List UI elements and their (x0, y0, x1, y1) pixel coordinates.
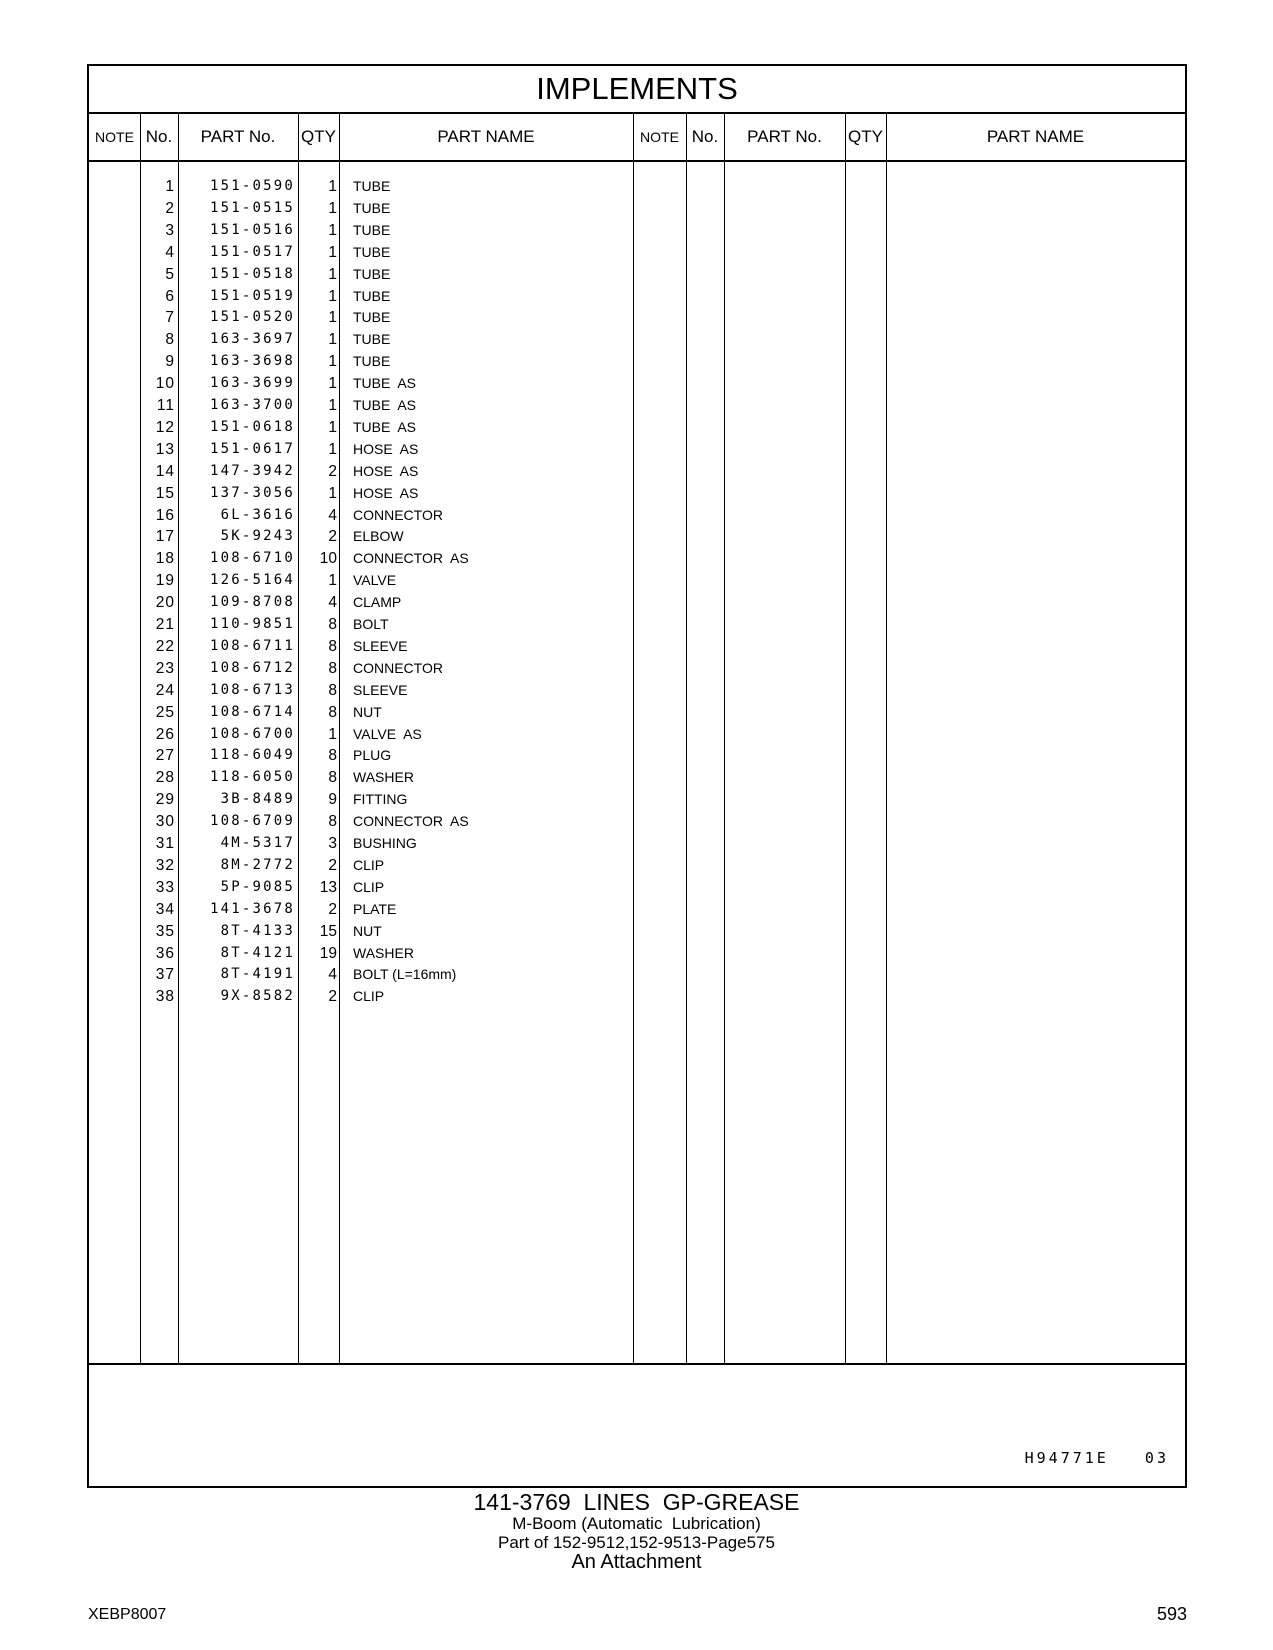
part-name: WASHER (353, 944, 414, 961)
quantity: 13 (319, 878, 337, 896)
part-name: NUT (353, 703, 382, 720)
quantity: 1 (328, 725, 337, 743)
col-header-no-right: No. (691, 127, 719, 146)
part-number: 6L-3616 (220, 506, 295, 523)
quantity: 1 (328, 199, 337, 217)
table-row (89, 263, 1185, 286)
page-number: 593 (1156, 1604, 1187, 1624)
part-name: TUBE (353, 265, 391, 282)
table-row (89, 350, 1185, 373)
part-name: HOSE AS (353, 484, 419, 501)
table-row (89, 328, 1185, 351)
quantity: 8 (328, 813, 337, 831)
part-number: 8T-4191 (220, 966, 295, 983)
table-row (89, 613, 1185, 636)
part-name: FITTING (353, 791, 408, 808)
part-number: 108-6700 (209, 725, 295, 742)
quantity: 1 (328, 265, 337, 283)
table-row (89, 547, 1185, 570)
table-bottom-rule (89, 1363, 1185, 1365)
part-number: 8T-4133 (220, 922, 295, 939)
part-name: TUBE (353, 221, 391, 238)
item-number: 14 (155, 462, 175, 480)
part-number: 126-5164 (209, 572, 295, 589)
table-row (89, 285, 1185, 308)
item-number: 13 (155, 440, 175, 458)
col-header-partname-right: PART NAME (986, 127, 1085, 146)
item-number: 27 (155, 747, 175, 765)
col-header-no-left: No. (145, 127, 173, 146)
col-header-partno-left: PART No. (200, 127, 276, 146)
item-number: 32 (155, 856, 175, 874)
table-row (89, 372, 1185, 395)
part-number: 151-0518 (209, 265, 295, 282)
part-name: SLEEVE (353, 681, 408, 698)
table-row (89, 723, 1185, 746)
item-number: 18 (155, 550, 175, 568)
table-row (89, 701, 1185, 724)
quantity: 1 (328, 221, 337, 239)
part-name: CLIP (353, 988, 385, 1005)
item-number: 10 (155, 375, 175, 393)
quantity: 1 (328, 287, 337, 305)
col-header-qty-left: QTY (301, 127, 336, 146)
item-number: 7 (165, 309, 175, 327)
part-name: BOLT (353, 616, 389, 632)
quantity: 2 (328, 988, 337, 1006)
table-row (89, 876, 1185, 899)
quantity: 2 (328, 528, 337, 546)
item-number: 38 (155, 988, 175, 1006)
part-number: 5K-9243 (220, 528, 295, 545)
quantity: 1 (328, 397, 337, 414)
part-name: TUBE (353, 309, 391, 326)
item-number: 24 (155, 681, 175, 699)
part-name: WASHER (353, 769, 414, 786)
part-name: CONNECTOR AS (353, 550, 469, 567)
part-number: 151-0515 (209, 199, 295, 216)
quantity: 1 (328, 178, 337, 195)
item-number: 29 (155, 791, 175, 809)
table-row (89, 482, 1185, 505)
part-number: 8T-4121 (220, 944, 295, 961)
part-number: 151-0516 (209, 221, 295, 238)
item-number: 31 (155, 835, 175, 852)
quantity: 2 (328, 462, 337, 480)
item-number: 8 (165, 331, 175, 349)
quantity: 1 (328, 375, 337, 393)
item-number: 16 (155, 506, 175, 524)
table-header-row (89, 114, 1185, 162)
part-name: HOSE AS (353, 462, 419, 479)
part-number: 3B-8489 (220, 791, 295, 808)
part-number: 118-6049 (209, 747, 295, 764)
table-row (89, 657, 1185, 680)
item-number: 22 (155, 637, 175, 655)
item-number: 9 (165, 353, 175, 371)
part-number: 108-6714 (209, 703, 295, 720)
table-row (89, 744, 1185, 767)
quantity: 8 (328, 747, 337, 765)
item-number: 35 (155, 922, 175, 940)
item-number: 17 (155, 528, 175, 546)
part-number: 151-0590 (209, 178, 295, 194)
item-number: 2 (165, 199, 175, 217)
item-number: 34 (155, 900, 175, 918)
table-title: IMPLEMENTS (89, 66, 1185, 114)
part-name: PLATE (353, 900, 397, 917)
item-number: 19 (155, 572, 175, 590)
part-name: SLEEVE (353, 637, 408, 654)
part-number: 151-0517 (209, 243, 295, 260)
item-number: 33 (155, 878, 175, 896)
part-number: 118-6050 (209, 769, 295, 786)
part-name: TUBE (353, 199, 391, 216)
part-name: TUBE AS (353, 397, 417, 413)
part-number: 109-8708 (209, 594, 295, 611)
table-row (89, 832, 1185, 855)
item-number: 37 (155, 966, 175, 984)
part-name: BOLT (L=16mm) (353, 966, 457, 983)
part-name: CLIP (353, 856, 385, 873)
item-number: 3 (165, 221, 175, 239)
part-number: 147-3942 (209, 462, 295, 479)
table-row (89, 525, 1185, 548)
table-row (89, 394, 1185, 417)
item-number: 26 (155, 725, 175, 743)
col-header-partname-left: PART NAME (437, 127, 535, 146)
document-id: XEBP8007 (88, 1606, 167, 1623)
table-row (89, 438, 1185, 461)
part-name: CONNECTOR AS (353, 813, 469, 830)
table-row (89, 460, 1185, 483)
illustration-subtitle: M-Boom (Automatic Lubrication) (512, 1514, 761, 1533)
part-name: HOSE AS (353, 440, 419, 457)
col-header-partno-right: PART No. (747, 127, 822, 146)
table-row (89, 920, 1185, 943)
col-header-note-right: NOTE (640, 129, 679, 145)
item-number: 4 (165, 243, 175, 261)
table-row (89, 810, 1185, 833)
part-number: 108-6711 (209, 637, 295, 654)
quantity: 2 (328, 856, 337, 874)
part-name: CONNECTOR (353, 659, 443, 676)
quantity: 1 (328, 309, 337, 327)
quantity: 1 (328, 440, 337, 458)
part-name: ELBOW (353, 528, 404, 545)
illustration-reference: Part of 152-9512,152-9513-Page575 (498, 1533, 775, 1552)
table-row (89, 788, 1185, 811)
table-row (89, 197, 1185, 220)
quantity: 4 (328, 594, 337, 612)
table-row (89, 504, 1185, 527)
table-row (89, 679, 1185, 702)
part-number: 163-3699 (209, 375, 295, 392)
part-name: CONNECTOR (353, 506, 443, 523)
part-name: PLUG (353, 747, 392, 764)
table-row (89, 416, 1185, 439)
part-name: CLAMP (353, 594, 402, 611)
part-number: 163-3697 (209, 331, 295, 348)
part-number: 151-0618 (209, 418, 295, 435)
table-row (89, 175, 1185, 198)
part-number: 151-0520 (209, 309, 295, 326)
item-number: 25 (155, 703, 175, 721)
item-number: 20 (155, 594, 175, 612)
item-number: 15 (155, 484, 175, 502)
table-row (89, 898, 1185, 921)
quantity: 3 (328, 835, 337, 852)
parts-table (87, 64, 1187, 1488)
part-number: 141-3678 (209, 900, 295, 917)
quantity: 1 (328, 484, 337, 502)
part-number: 110-9851 (209, 616, 295, 632)
part-name: TUBE (353, 331, 391, 348)
part-number: 9X-8582 (220, 988, 295, 1005)
quantity: 1 (328, 418, 337, 436)
table-row (89, 219, 1185, 242)
part-name: BUSHING (353, 835, 417, 851)
part-number: 151-0617 (209, 440, 295, 457)
part-number: 163-3700 (209, 397, 295, 413)
quantity: 8 (328, 703, 337, 721)
illustration-title: 141-3769 LINES GP-GREASE (473, 1489, 800, 1515)
item-number: 23 (155, 659, 175, 677)
quantity: 8 (328, 637, 337, 655)
part-name: TUBE (353, 178, 391, 194)
item-number: 12 (155, 418, 175, 436)
quantity: 8 (328, 616, 337, 633)
document-code: H94771E 03 (1024, 1449, 1169, 1467)
quantity: 1 (328, 572, 337, 590)
quantity: 2 (328, 900, 337, 918)
part-number: 8M-2772 (220, 856, 295, 873)
quantity: 19 (319, 944, 337, 962)
quantity: 8 (328, 659, 337, 677)
item-number: 11 (156, 397, 175, 414)
quantity: 1 (328, 331, 337, 349)
item-number: 5 (165, 265, 175, 283)
part-name: CLIP (353, 878, 385, 895)
quantity: 4 (328, 506, 337, 524)
item-number: 36 (155, 944, 175, 962)
quantity: 15 (319, 922, 337, 940)
part-number: 163-3698 (209, 353, 295, 370)
quantity: 10 (319, 550, 337, 568)
quantity: 9 (328, 791, 337, 809)
table-row (89, 766, 1185, 789)
quantity: 1 (328, 243, 337, 261)
quantity: 8 (328, 769, 337, 787)
part-name: TUBE AS (353, 375, 417, 392)
table-row (89, 306, 1185, 329)
part-name: NUT (353, 922, 382, 939)
part-number: 137-3056 (209, 484, 295, 501)
part-number: 4M-5317 (220, 835, 295, 851)
table-row (89, 963, 1185, 986)
col-header-qty-right: QTY (848, 127, 883, 146)
part-name: TUBE (353, 353, 391, 370)
table-row (89, 241, 1185, 264)
item-number: 6 (165, 287, 175, 305)
table-row (89, 569, 1185, 592)
part-number: 108-6712 (209, 659, 295, 676)
part-number: 108-6713 (209, 681, 295, 698)
item-number: 28 (155, 769, 175, 787)
table-row (89, 591, 1185, 614)
quantity: 8 (328, 681, 337, 699)
table-row (89, 635, 1185, 658)
quantity: 4 (328, 966, 337, 984)
table-row (89, 942, 1185, 965)
part-number: 108-6710 (209, 550, 295, 567)
col-header-note-left: NOTE (95, 129, 134, 145)
item-number: 21 (155, 616, 175, 633)
part-number: 151-0519 (209, 287, 295, 304)
item-number: 30 (155, 813, 175, 831)
part-name: VALVE AS (353, 725, 422, 742)
part-number: 5P-9085 (220, 878, 295, 895)
item-number: 1 (165, 178, 175, 195)
quantity: 1 (328, 353, 337, 371)
part-number: 108-6709 (209, 813, 295, 830)
part-name: VALVE (353, 572, 397, 589)
part-name: TUBE (353, 243, 391, 260)
table-row (89, 854, 1185, 877)
part-name: TUBE (353, 287, 391, 304)
part-name: TUBE AS (353, 418, 417, 435)
table-row (89, 985, 1185, 1008)
illustration-note: An Attachment (571, 1551, 702, 1573)
